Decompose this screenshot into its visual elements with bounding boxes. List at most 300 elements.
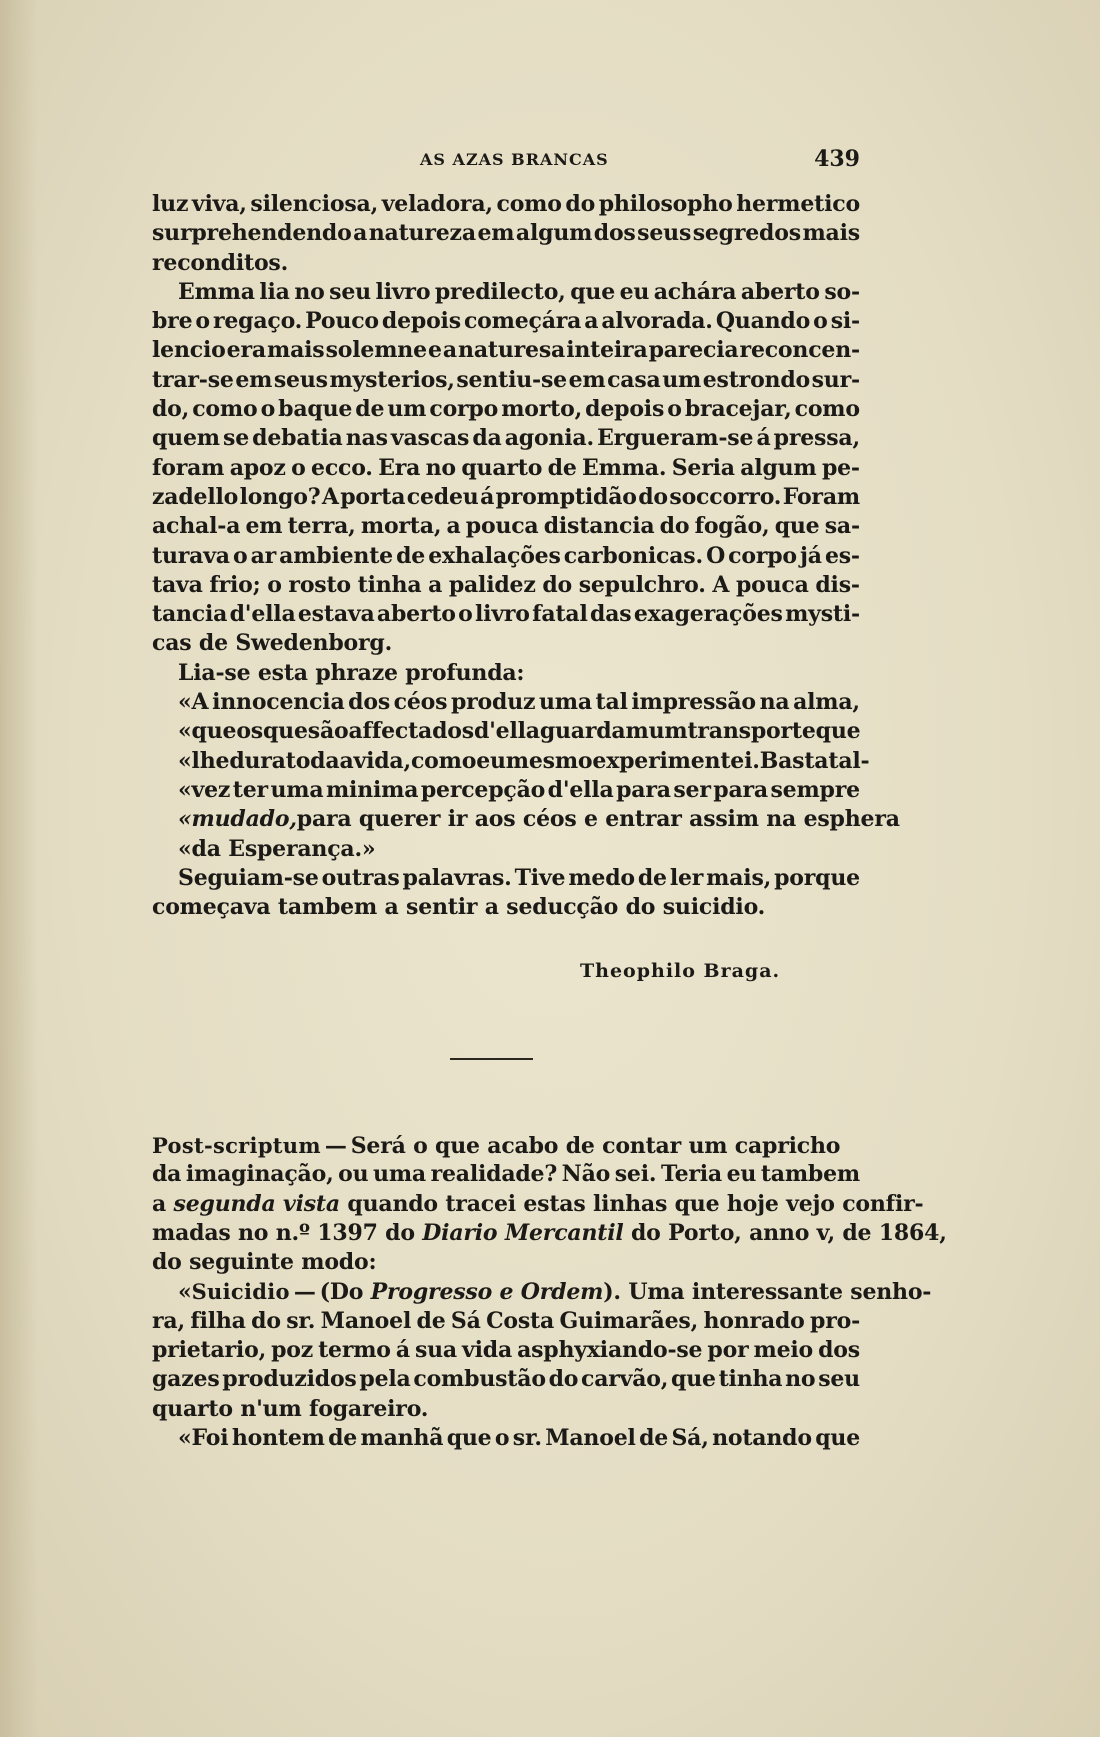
- word: si-: [830, 308, 860, 335]
- word: dis-: [815, 571, 860, 598]
- word: pouca: [465, 513, 539, 540]
- word: corpo: [429, 396, 499, 423]
- word: sr.: [286, 1307, 316, 1334]
- word: o: [267, 571, 282, 598]
- word: aberto: [740, 278, 820, 305]
- word: «vez: [178, 776, 231, 803]
- word: sei.: [614, 1161, 657, 1188]
- word: innocencia: [212, 689, 345, 716]
- word: o: [232, 542, 248, 569]
- word: estava: [297, 601, 375, 628]
- word: por: [707, 1337, 749, 1364]
- word: natureza: [368, 220, 476, 247]
- word: silenciosa,: [250, 191, 379, 217]
- word: o: [458, 601, 473, 628]
- word: tal: [595, 689, 628, 716]
- word: ou: [338, 1161, 369, 1188]
- running-head: AS AZAS BRANCAS: [420, 150, 609, 169]
- text-line: [152, 1336, 860, 1365]
- quote-line-mixed: [152, 805, 900, 834]
- word: que: [815, 718, 861, 745]
- dash: —: [293, 1279, 316, 1306]
- word: «Foi: [178, 1424, 229, 1451]
- word: transporte: [687, 718, 816, 745]
- word: do: [659, 513, 690, 540]
- word: o: [195, 308, 210, 335]
- word: Seguiam-se: [178, 864, 319, 891]
- word: segredos: [692, 220, 801, 247]
- word: seu: [818, 1366, 860, 1393]
- word: da: [472, 425, 502, 452]
- word: o: [260, 396, 276, 423]
- newspaper-title: Progresso e Ordem: [370, 1279, 604, 1306]
- word: regaço.: [212, 308, 303, 335]
- word: minima: [325, 776, 419, 803]
- newspaper-title: Diario Mercantil: [422, 1219, 624, 1246]
- word: Costa: [486, 1307, 555, 1334]
- word: exhalações: [428, 542, 561, 569]
- word: Emma.: [582, 454, 667, 481]
- word: outras: [321, 864, 400, 891]
- word: de: [416, 1307, 446, 1334]
- word: frio;: [209, 571, 261, 598]
- word: Era: [378, 454, 421, 481]
- word: palidez: [448, 571, 536, 598]
- word: Ergueram-se: [597, 425, 754, 452]
- word: imaginação,: [185, 1161, 334, 1188]
- text-segment: madas no n.º 1397 do: [152, 1219, 415, 1246]
- word: vida: [462, 1337, 513, 1364]
- word: aberto: [376, 601, 456, 628]
- text-line: [152, 336, 860, 365]
- word: experimentei.: [592, 747, 760, 774]
- word: Foram: [782, 483, 860, 510]
- text-line: [152, 1190, 924, 1219]
- word: dura: [229, 747, 286, 774]
- word: a: [446, 513, 461, 540]
- word: turava: [152, 542, 230, 569]
- word: Sá,: [671, 1424, 709, 1451]
- word: em: [245, 513, 283, 540]
- word: sur-: [811, 366, 860, 393]
- text-line: [152, 483, 860, 512]
- open-quote: «: [178, 1279, 192, 1306]
- word: exagerações: [633, 601, 783, 628]
- word: alma,: [793, 689, 860, 716]
- word: mais,: [706, 864, 772, 891]
- word: toda: [285, 747, 340, 774]
- word: terra,: [287, 513, 356, 540]
- text-line: [152, 1219, 947, 1248]
- word: O: [706, 542, 726, 569]
- word: no: [425, 454, 456, 481]
- word: já: [800, 542, 822, 569]
- text-line: [152, 190, 860, 219]
- word: A: [321, 483, 339, 510]
- postscript-label: Post-scriptum: [152, 1133, 321, 1158]
- word: notando: [712, 1424, 812, 1451]
- word: a: [339, 747, 354, 774]
- word: Seria: [671, 454, 735, 481]
- word: surprehendendo: [152, 220, 352, 247]
- word: «que: [178, 718, 237, 745]
- dash: —: [324, 1133, 347, 1159]
- word: baque: [278, 396, 353, 423]
- word: de: [547, 454, 577, 481]
- word: pressa,: [773, 425, 860, 452]
- word: tinha: [718, 1366, 783, 1393]
- word: carbonicas.: [563, 542, 703, 569]
- word: do: [548, 1366, 579, 1393]
- word: manhã: [360, 1424, 444, 1451]
- word: «A: [178, 689, 209, 716]
- word: ar: [250, 542, 277, 569]
- word: e: [427, 337, 442, 364]
- main-text: [152, 190, 900, 922]
- word: asphyxiando-se: [517, 1337, 703, 1364]
- word: meio: [753, 1337, 814, 1364]
- word: á: [395, 1337, 410, 1364]
- word: era: [226, 337, 266, 364]
- word: impressão: [631, 689, 756, 716]
- word: distancia: [543, 513, 655, 540]
- word: nas: [345, 425, 388, 452]
- quote-line: [152, 717, 860, 746]
- word: apoz: [229, 454, 286, 481]
- word: no: [294, 278, 325, 305]
- word: a: [584, 308, 599, 335]
- word: percepção: [420, 776, 546, 803]
- text-segment: do Porto, anno v, de 1864,: [631, 1219, 947, 1246]
- page-number: 439: [814, 146, 860, 172]
- word: eu: [726, 1161, 757, 1188]
- text-segment: ). Uma interessante senho-: [603, 1279, 932, 1306]
- text-line: [152, 600, 860, 629]
- word: gazes: [152, 1366, 220, 1393]
- word: de: [328, 1424, 358, 1451]
- word: realidade?: [430, 1161, 558, 1188]
- word: filha: [190, 1307, 246, 1334]
- word: para: [713, 776, 768, 803]
- quote-line: «da Esperança.»: [178, 835, 376, 862]
- word: do: [542, 571, 572, 598]
- text-line: [152, 542, 860, 571]
- word: carvão,: [581, 1366, 669, 1393]
- word: promptidão: [495, 483, 637, 510]
- word: um: [662, 366, 702, 393]
- word: fatal: [532, 601, 588, 628]
- word: o: [291, 454, 306, 481]
- quote-line-rest: para querer ir aos céos e entrar assim na esphera: [296, 806, 900, 833]
- word: das: [590, 601, 632, 628]
- word: como: [794, 396, 860, 423]
- word: seus: [273, 366, 328, 393]
- word: de: [637, 864, 667, 891]
- word: lencio: [152, 337, 226, 364]
- word: produz: [450, 689, 536, 716]
- word: mais: [267, 337, 325, 364]
- text-line: Lia-se esta phraze profunda:: [178, 659, 525, 686]
- word: porta: [340, 483, 406, 510]
- word: na: [759, 689, 790, 716]
- word: estrondo: [702, 366, 810, 393]
- word: do: [565, 191, 596, 217]
- word: livro: [475, 601, 530, 628]
- word: sentiu-se: [456, 366, 567, 393]
- word: ser: [673, 776, 711, 803]
- italic-word: «mudado,: [178, 806, 297, 833]
- word: foram: [152, 454, 225, 481]
- word: para: [616, 776, 671, 803]
- word: achal-a: [152, 513, 241, 540]
- word: que: [263, 718, 308, 745]
- word: medo: [568, 864, 635, 891]
- word: palavras.: [402, 864, 512, 891]
- ps-first: [152, 1131, 840, 1160]
- word: reconcen-: [739, 337, 860, 364]
- word: ler: [669, 864, 704, 891]
- word: hermetico: [736, 191, 860, 217]
- text-line: [152, 1424, 860, 1453]
- word: algum: [740, 454, 817, 481]
- word: á: [480, 483, 495, 510]
- word: vascas: [390, 425, 470, 452]
- word: viva,: [191, 191, 247, 217]
- word: como: [496, 191, 562, 217]
- word: mais: [802, 220, 860, 247]
- word: vida,: [353, 747, 411, 774]
- word: lia: [259, 278, 290, 305]
- word: depois: [381, 308, 461, 335]
- word: Sá: [450, 1307, 481, 1334]
- word: hontem: [231, 1424, 325, 1451]
- word: no: [785, 1366, 816, 1393]
- word: á: [756, 425, 771, 452]
- word: um: [387, 396, 427, 423]
- word: um: [648, 718, 688, 745]
- word: que: [815, 1424, 860, 1451]
- word: corpo: [728, 542, 797, 569]
- page-gutter-shadow: [0, 0, 38, 1737]
- word: tal-: [828, 747, 870, 774]
- text-line: [152, 1365, 860, 1394]
- word: que: [671, 1366, 716, 1393]
- word: ra,: [152, 1307, 185, 1334]
- word: naturesa: [458, 337, 566, 364]
- word: quem: [152, 425, 220, 452]
- word: se: [223, 425, 249, 452]
- word: porque: [774, 864, 860, 891]
- word: mesmo: [505, 747, 593, 774]
- word: ecco.: [311, 454, 373, 481]
- text-line: [152, 1160, 860, 1189]
- word: sempre: [770, 776, 860, 803]
- word: d'ella: [229, 601, 296, 628]
- word: so-: [824, 278, 860, 305]
- word: fogão,: [694, 513, 770, 540]
- word: Tive: [514, 864, 566, 891]
- word: tava: [152, 571, 203, 598]
- word: algum: [515, 220, 593, 247]
- word: mysti-: [785, 601, 860, 628]
- word: philosopho: [598, 191, 733, 217]
- word: dos: [593, 220, 636, 247]
- word: d'ella: [473, 718, 540, 745]
- word: parecia: [648, 337, 739, 364]
- quote-line: [152, 747, 870, 776]
- text-line: [152, 571, 860, 600]
- text-line: começava tambem a sentir a seducção do suicidio.: [152, 894, 766, 921]
- word: predilecto,: [434, 278, 566, 305]
- word: casa: [607, 366, 661, 393]
- word: do,: [152, 396, 190, 423]
- word: inteira: [566, 337, 648, 364]
- word: affectados: [348, 718, 474, 745]
- word: sua: [414, 1337, 457, 1364]
- italic-phrase: segunda vista: [173, 1190, 340, 1217]
- word: do: [251, 1307, 281, 1334]
- word: Manoel: [545, 1424, 636, 1451]
- quote-line: [152, 688, 860, 717]
- word: d'ella: [547, 776, 614, 803]
- text-line: [152, 454, 860, 483]
- word: que: [570, 278, 615, 305]
- word: mysterios,: [329, 366, 455, 393]
- word: pela: [359, 1366, 411, 1393]
- word: tinha: [357, 571, 422, 598]
- word: sepulchro.: [578, 571, 706, 598]
- word: tambem: [760, 1161, 860, 1188]
- text-line: [152, 1131, 860, 1160]
- text-line: [152, 864, 860, 893]
- word: honrado: [703, 1307, 805, 1334]
- word: pro-: [810, 1307, 860, 1334]
- text-segment: a: [152, 1190, 167, 1217]
- word: rosto: [288, 571, 351, 598]
- text-segment: quando tracei estas linhas que hoje vejo confir-: [347, 1190, 924, 1217]
- word: achára: [653, 278, 737, 305]
- word: sr.: [512, 1424, 542, 1451]
- word: seus: [637, 220, 692, 247]
- word: es-: [824, 542, 860, 569]
- word: dos: [818, 1337, 860, 1364]
- word: eu: [619, 278, 650, 305]
- word: uma: [538, 689, 592, 716]
- word: soccorro.: [669, 483, 782, 510]
- word: como: [410, 747, 477, 774]
- word: o: [494, 1424, 510, 1451]
- word: agonia.: [504, 425, 594, 452]
- word: em: [568, 366, 606, 393]
- word: morta,: [360, 513, 442, 540]
- text-line: [152, 278, 860, 307]
- news-label: Suicidio: [191, 1279, 290, 1305]
- text-line: [152, 1277, 932, 1306]
- word: Emma: [178, 278, 255, 305]
- text-segment: (Do: [319, 1279, 364, 1306]
- word: são: [307, 718, 349, 745]
- word: que: [774, 513, 820, 540]
- word: Teria: [660, 1161, 722, 1188]
- word: sa-: [824, 513, 860, 540]
- word: os: [236, 718, 263, 745]
- word: luz: [152, 191, 189, 217]
- word: bre: [152, 308, 193, 335]
- word: céos: [393, 689, 448, 716]
- word: em: [235, 366, 273, 393]
- word: guardam: [539, 718, 649, 745]
- text-line: [152, 366, 860, 395]
- word: bracejar,: [684, 396, 792, 423]
- word: produzidos: [222, 1366, 357, 1393]
- word: solemne: [325, 337, 427, 364]
- text-line: [152, 395, 860, 424]
- word: Não: [561, 1161, 611, 1188]
- word: cedeu: [406, 483, 479, 510]
- text-line: reconditos.: [152, 249, 289, 276]
- word: termo: [318, 1337, 391, 1364]
- word: em: [477, 220, 515, 247]
- word: Basta: [759, 747, 829, 774]
- word: uma: [373, 1161, 426, 1188]
- word: da: [152, 1161, 182, 1188]
- word: prietario,: [152, 1337, 267, 1364]
- word: a: [353, 220, 368, 247]
- word: depois: [585, 396, 665, 423]
- word: o: [667, 396, 682, 423]
- word: veladora,: [381, 191, 493, 217]
- text-line: do seguinte modo:: [152, 1249, 377, 1276]
- page-header: [150, 146, 860, 180]
- section-divider: [450, 1058, 533, 1060]
- word: morto,: [501, 396, 583, 423]
- word: debatia: [252, 425, 343, 452]
- word: começára: [463, 308, 582, 335]
- word: ambiente: [279, 542, 393, 569]
- word: ter: [232, 776, 268, 803]
- postscript-text: [152, 1131, 947, 1453]
- word: a: [428, 571, 443, 598]
- word: tancia: [152, 601, 228, 628]
- word: Guimarães,: [559, 1307, 699, 1334]
- author-signature: Theophilo Braga.: [580, 960, 781, 982]
- word: eu: [476, 747, 506, 774]
- word: dos: [348, 689, 390, 716]
- text-line: [152, 512, 860, 541]
- quote-line: [152, 776, 860, 805]
- word: de: [355, 396, 385, 423]
- text-line: [152, 424, 860, 453]
- word: como: [192, 396, 258, 423]
- word: livro: [375, 278, 431, 305]
- word: Quando: [715, 308, 811, 335]
- word: de: [396, 542, 426, 569]
- word: que: [446, 1424, 492, 1451]
- word: longo?: [239, 483, 321, 510]
- text-line: quarto n'um fogareiro.: [152, 1395, 429, 1422]
- text-line: [152, 1307, 860, 1336]
- text-segment: Será o que acabo de contar um capricho: [350, 1133, 841, 1159]
- word: poz: [271, 1337, 314, 1364]
- word: trar-se: [152, 366, 234, 393]
- word: «lhe: [178, 747, 230, 774]
- word: zadello: [152, 483, 239, 510]
- word: o: [813, 308, 828, 335]
- text-line: [152, 307, 860, 336]
- word: de: [639, 1424, 669, 1451]
- word: a: [442, 337, 457, 364]
- word: A: [712, 571, 730, 598]
